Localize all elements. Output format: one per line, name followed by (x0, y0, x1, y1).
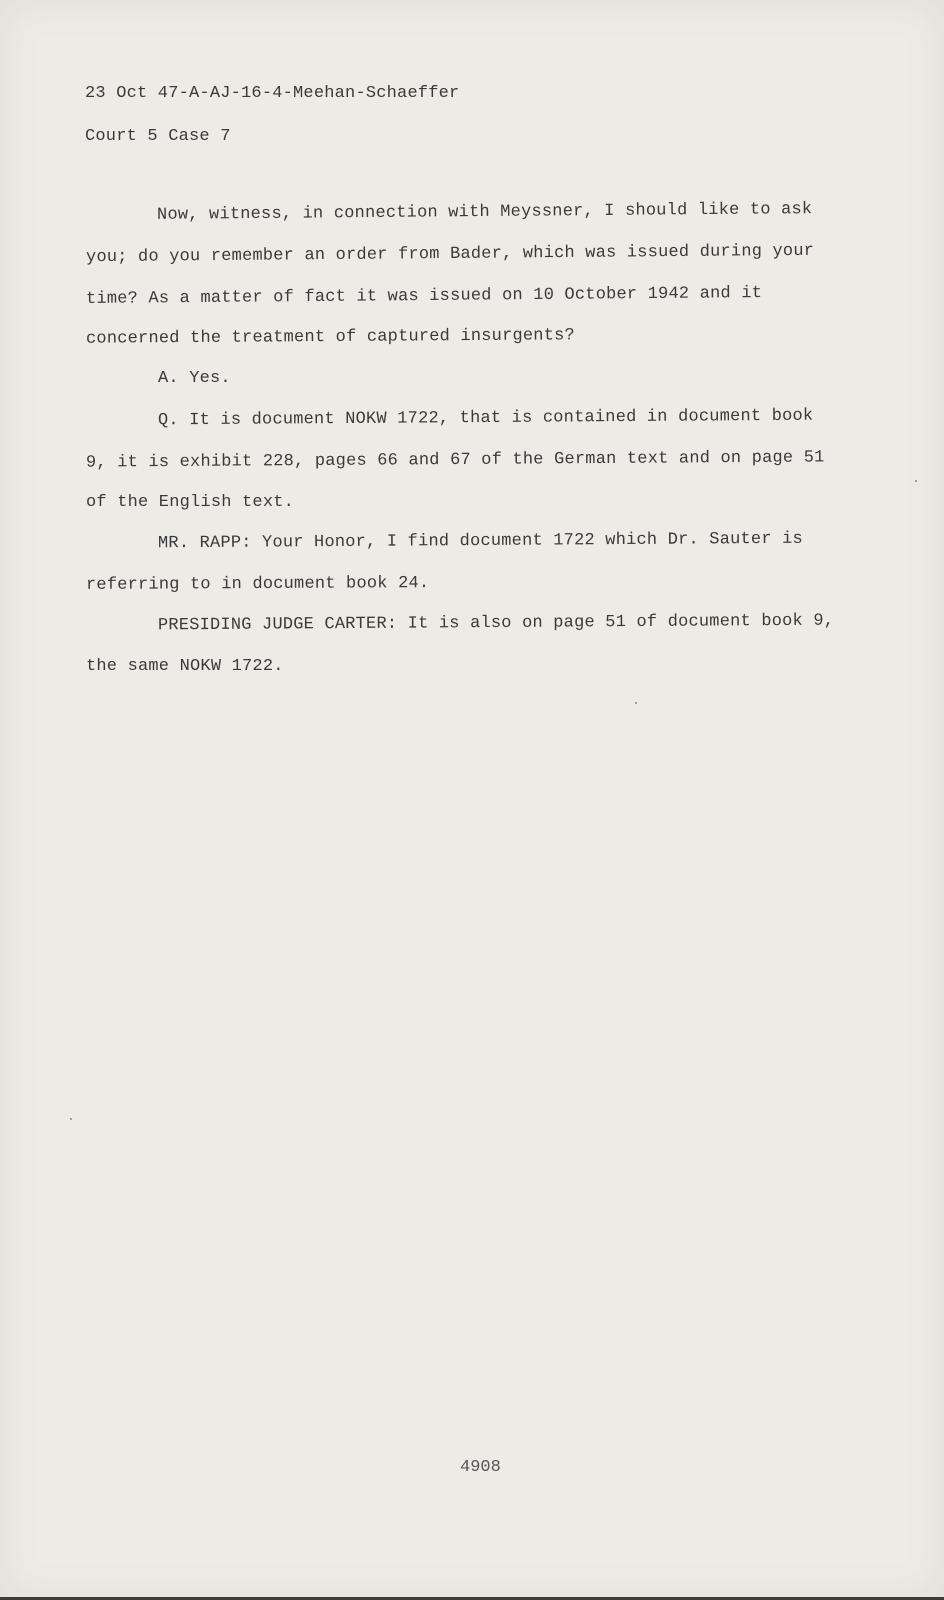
page-number: 4908 (460, 1458, 501, 1477)
transcript-line: you; do you remember an order from Bader, which was issued during your (85, 241, 815, 268)
transcript-line: Q. It is document NOKW 1722, that is contained in document book (157, 406, 814, 431)
court-case-label: Court 5 Case 7 (85, 127, 231, 146)
transcript-line: of the English text. (86, 493, 295, 512)
transcript-line: MR. RAPP: Your Honor, I find document 1722 which Dr. Sauter is (157, 529, 803, 554)
transcript-line: concerned the treatment of captured insurgents? (85, 326, 575, 349)
transcript-line: the same NOKW 1722. (86, 657, 284, 676)
transcript-line: referring to in document book 24. (85, 574, 430, 595)
transcript-line: Now, witness, in connection with Meyssner, I should like to ask (156, 200, 813, 225)
paper-speck (915, 480, 917, 482)
transcript-line: 9, it is exhibit 228, pages 66 and 67 of the German text and on page 51 (85, 448, 825, 473)
paper-speck (635, 702, 637, 704)
transcript-line: A. Yes. (158, 369, 231, 388)
transcript-line: time? As a matter of fact it was issued on 10 October 1942 and it (85, 284, 763, 309)
paper-speck (70, 1118, 72, 1120)
document-reference: 23 Oct 47-A-AJ-16-4-Meehan-Schaeffer (85, 84, 460, 103)
transcript-line: PRESIDING JUDGE CARTER: It is also on page 51 of document book 9, (157, 611, 835, 636)
